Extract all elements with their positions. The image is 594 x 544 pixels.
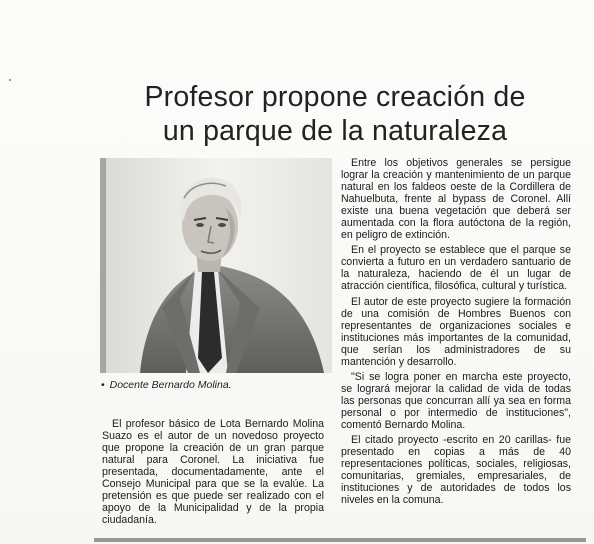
headline xyxy=(90,80,580,148)
paragraph: El citado proyecto -escrito en 20 carillas- fue presentado en copias a más de 40 representaciones políticas, sociales, religiosas, comunitarias, gremiales, empresariales, de instituciones y de autoridades de todos los niveles en la comuna. xyxy=(341,434,571,507)
headline-line-2: un parque de la naturaleza xyxy=(162,115,508,147)
paragraph: "Si se logra poner en marcha este proyecto, se logrará mejorar la calidad de vida de todas las personas que concurran allí ya sea en forma personal o por intermedio de instituciones", comentó Bernardo Molina. xyxy=(341,370,571,431)
paragraph: En el proyecto se establece que el parque se convierta a futuro en un verdadero santuario de la naturaleza, haciendo de él un lugar de atracción científica, filosófica, cultural y turística. xyxy=(341,244,571,293)
caption-bullet: • xyxy=(101,379,105,391)
paragraph: El profesor básico de Lota Bernardo Molina Suazo es el autor de un novedoso proyecto que propone la creación de un gran parque natural para Coronel. La iniciativa fue presentada, documentadamente, ante el Consejo Municipal para que se la evalúe. La pretensión es que puede ser realizado con el apoyo de la Municipalidad y de la propia ciudadanía. xyxy=(102,418,324,527)
caption-text: Docente Bernardo Molina. xyxy=(109,379,232,391)
headline-line-1: Profesor propone creación de xyxy=(144,81,526,113)
paragraph: Entre los objetivos generales se persigue lograr la creación y mantenimiento de un parque natural en los faldeos oeste de la Cordillera de Nahuelbuta, frente al bypass de Coronel. Allí existe una buena vegetación que deberá ser aumentada con la flora autóctona de la región, en peligro de extinción. xyxy=(341,157,571,242)
left-column xyxy=(102,418,324,529)
right-column xyxy=(341,157,571,509)
portrait-photo xyxy=(100,158,332,373)
page-edge-rule xyxy=(94,538,586,542)
paragraph: El autor de este proyecto sugiere la formación de una comisión de Hombres Buenos con representantes de organizaciones sociales e instituciones más importantes de la comunidad, que serían los administradores de su mantención y desarrollo. xyxy=(341,295,571,368)
photo-caption xyxy=(101,379,341,391)
scan-speck xyxy=(9,79,11,81)
